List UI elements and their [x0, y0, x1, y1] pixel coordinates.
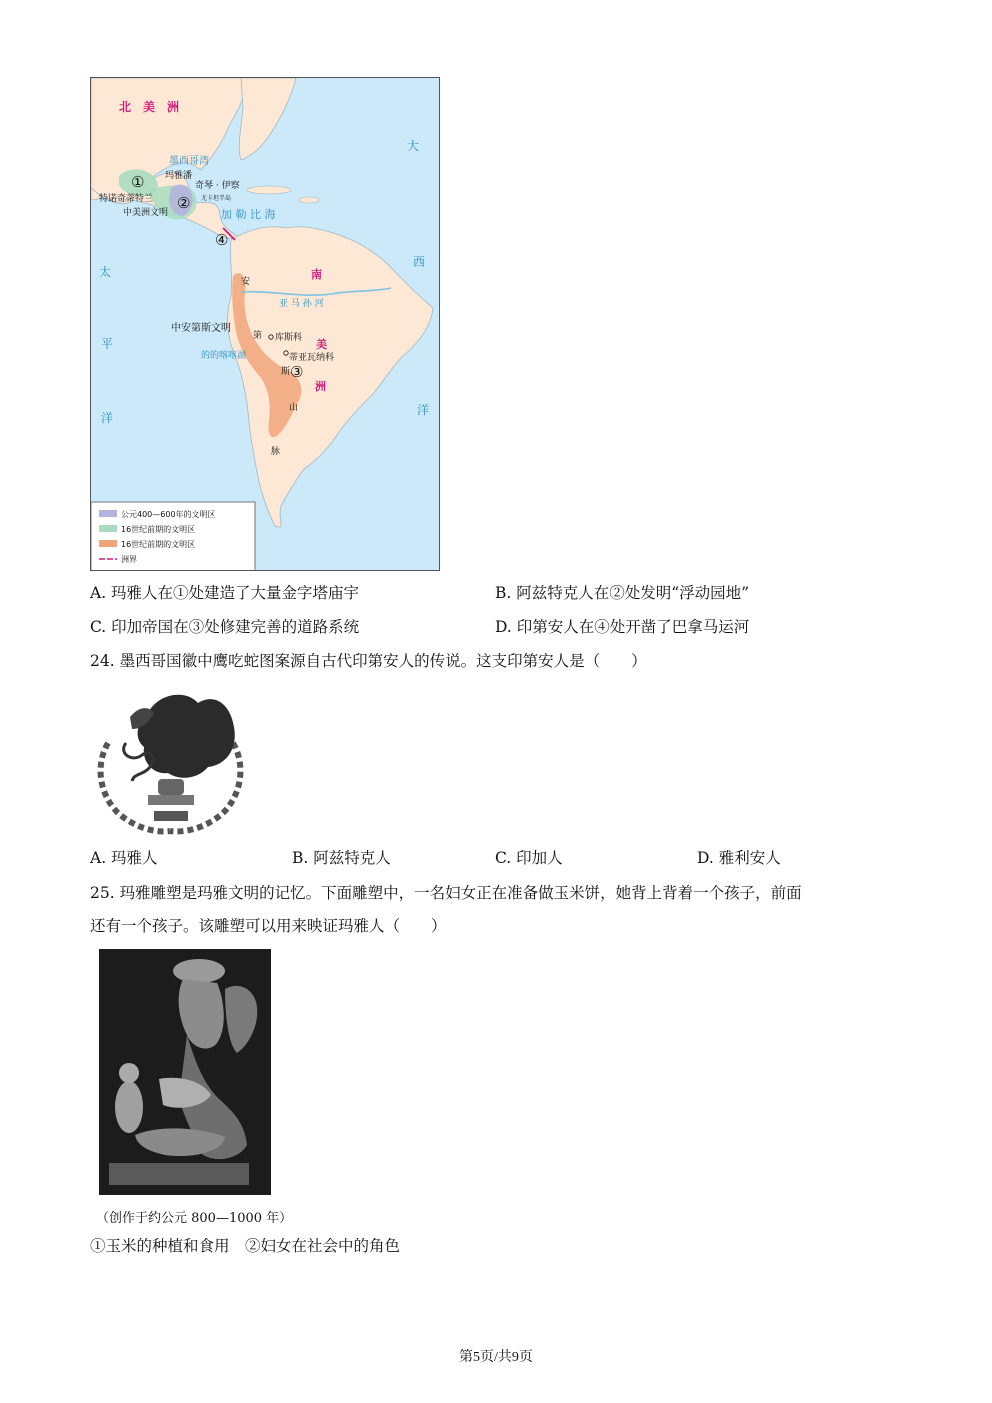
q24-option-c: C. 印加人: [495, 849, 563, 867]
cuba-island: [247, 186, 291, 194]
hispaniola-island: [299, 197, 319, 203]
pacific-label-3: 洋: [101, 411, 114, 425]
q23-option-a: A. 玛雅人在①处建造了大量金字塔庙宇: [90, 584, 360, 602]
q25-stem-line1: 25. 玛雅雕塑是玛雅文明的记忆。下面雕塑中，一名妇女正在准备做玉米饼，她背上背着一个孩子，前面: [90, 884, 802, 902]
mayapan-label: 玛雅潘: [165, 171, 193, 181]
andes-label-1: 安: [241, 277, 251, 287]
atlantic-label-3: 洋: [417, 403, 430, 417]
legend-label-2: 16世纪前期的文明区: [121, 525, 196, 534]
q23-option-d: D. 印第安人在④处开凿了巴拿马运河: [495, 618, 750, 636]
pacific-label-1: 太: [99, 265, 112, 279]
legend-label-3: 16世纪前期的文明区: [121, 540, 196, 549]
marker-2: ②: [177, 194, 191, 212]
q24-stem: 24. 墨西哥国徽中鹰吃蛇图案源自古代印第安人的传说。这支印第安人是（ ）: [90, 652, 647, 670]
atlantic-label-1: 大: [407, 139, 420, 153]
q23-option-b: B. 阿兹特克人在②处发明“浮动园地”: [495, 584, 750, 602]
south-america-label-3: 洲: [315, 380, 326, 393]
caribbean-label: 加 勒 比 海: [221, 208, 276, 221]
south-america-label-1: 南: [311, 268, 322, 281]
map-svg: [91, 78, 440, 571]
maya-sculpture-image: [99, 949, 271, 1195]
legend-swatch-2: [99, 525, 117, 532]
mexico-coat-of-arms-image: [88, 683, 253, 838]
tiwanaku-label: 蒂亚瓦纳科: [289, 353, 335, 363]
map-legend: [91, 502, 255, 571]
andes-label-3: 斯: [281, 367, 291, 377]
q24-option-b: B. 阿兹特克人: [292, 849, 391, 867]
q23-option-c: C. 印加帝国在③处修建完善的道路系统: [90, 618, 360, 636]
legend-swatch-3: [99, 540, 117, 547]
q25-stem-line2: 还有一个孩子。该雕塑可以用来映证玛雅人（ ）: [90, 917, 447, 935]
pacific-label-2: 平: [101, 337, 114, 351]
legend-label-1: 公元400—600年的文明区: [121, 510, 216, 519]
maya-sculpture-photo: [99, 949, 271, 1195]
eagle-snake-emblem-icon: [88, 683, 253, 838]
q25-statements: ①玉米的种植和食用 ②妇女在社会中的角色: [90, 1237, 401, 1255]
atlantic-label-2: 西: [413, 255, 426, 269]
legend-swatch-1: [99, 510, 117, 517]
andes-label-2: 第: [253, 331, 263, 341]
andes-label-4: 山: [289, 403, 299, 413]
andes-civ-label: 中安第斯文明: [171, 323, 231, 334]
marker-4: ④: [215, 231, 229, 249]
page-footer: 第5页/共9页: [459, 1350, 533, 1365]
teotihuacan-label: 特诺奇蒂特兰: [99, 194, 154, 204]
chichen-itza-label: 奇琴 · 伊察: [195, 181, 240, 191]
mesoamerica-label: 中美洲文明: [123, 208, 169, 218]
titicaca-label: 的的喀喀湖: [201, 351, 247, 361]
south-america-label-2: 美: [316, 338, 327, 351]
americas-civilization-map: [90, 77, 440, 571]
gulf-of-mexico-label: 墨西哥湾: [169, 156, 209, 167]
q24-option-d: D. 雅利安人: [697, 849, 781, 867]
north-america-label: 北 美 洲: [119, 100, 180, 114]
marker-1: ①: [131, 173, 145, 191]
legend-label-4: 洲界: [121, 555, 137, 564]
marker-3: ③: [290, 363, 304, 381]
q25-photo-caption: （创作于约公元 800—1000 年）: [96, 1211, 293, 1226]
andes-label-5: 脉: [271, 447, 281, 457]
cuzco-label: 库斯科: [275, 333, 303, 343]
amazon-label: 亚 马 孙 河: [279, 299, 324, 309]
yucatan-label: 尤卡坦半岛: [201, 195, 232, 202]
q24-option-a: A. 玛雅人: [90, 849, 158, 867]
